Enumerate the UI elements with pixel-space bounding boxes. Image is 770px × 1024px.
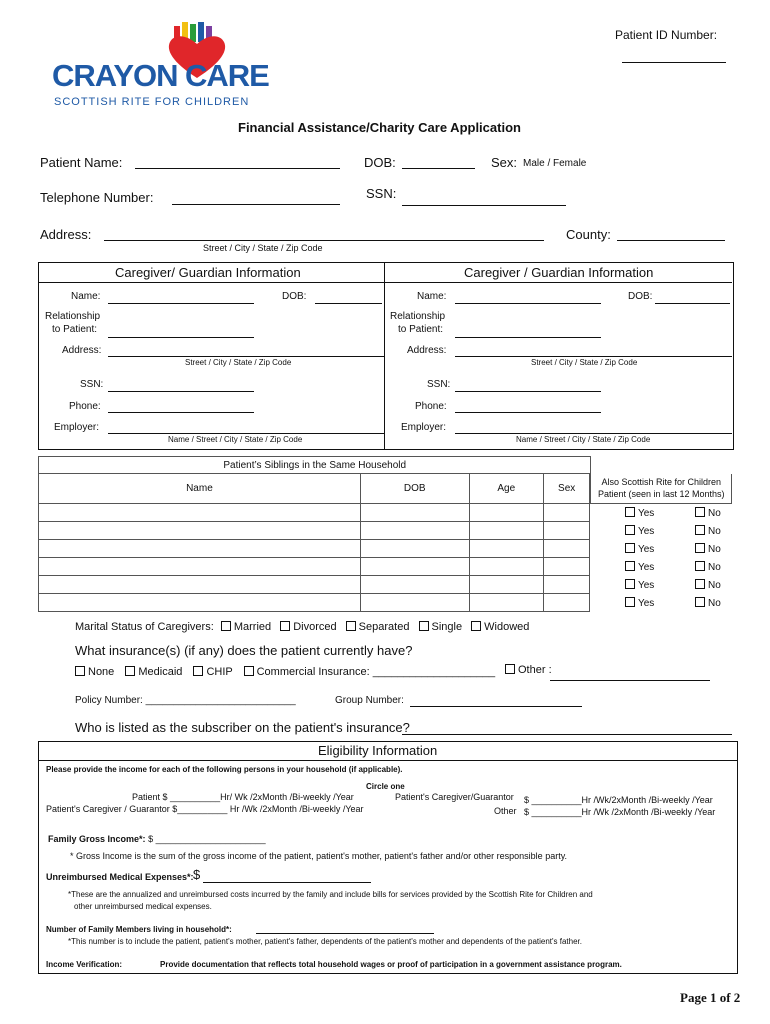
sib-age-cell[interactable]	[469, 576, 543, 594]
county-label: County:	[566, 227, 611, 242]
county-field[interactable]	[617, 240, 725, 241]
cg1-employer-field[interactable]	[108, 433, 384, 434]
ins-commercial: Commercial Insurance: ____________________	[256, 666, 496, 678]
eligibility-heading-rule	[38, 760, 737, 761]
cg2-phone-field[interactable]	[455, 412, 601, 413]
checkbox-icon[interactable]	[346, 621, 356, 631]
cg1-employer-label: Employer:	[54, 422, 100, 433]
patient-sex-options[interactable]: Male / Female	[523, 158, 587, 169]
cg1-dob-field[interactable]	[315, 303, 382, 304]
checkbox-icon[interactable]	[625, 597, 635, 607]
sib-name-cell[interactable]	[39, 558, 361, 576]
no-option[interactable]	[695, 580, 721, 591]
patient-dob-field[interactable]	[402, 168, 475, 169]
income-other-value[interactable]: $ __________Hr /Wk /2xMonth /Bi-weekly /Year	[524, 807, 716, 817]
logo-word-right: CARE	[185, 58, 269, 93]
no-label: No	[707, 543, 721, 555]
logo-word-left: CRAYON	[52, 58, 178, 93]
cg1-address-label: Address:	[62, 345, 102, 356]
cg2-dob-field[interactable]	[655, 303, 730, 304]
col-age: Age	[469, 474, 543, 504]
sib-sex-cell[interactable]	[543, 504, 590, 522]
patient-id-label: Patient ID Number:	[615, 28, 718, 42]
cg1-ssn-field[interactable]	[108, 391, 254, 392]
checkbox-icon[interactable]	[625, 579, 635, 589]
income-caregiver2-value[interactable]: $ __________Hr /Wk/2xMonth /Bi-weekly /Year	[524, 795, 713, 805]
yes-label: Yes	[637, 561, 655, 573]
yes-label: Yes	[637, 543, 655, 555]
patient-dob-label: DOB:	[364, 155, 396, 170]
patient-name-label: Patient Name:	[40, 155, 123, 170]
group-number-label: Group Number:	[335, 695, 404, 706]
unreimbursed-field[interactable]	[203, 882, 371, 883]
patient-sex-label: Sex:	[491, 155, 518, 170]
group-number-field[interactable]	[410, 706, 582, 707]
marital-status-row	[75, 621, 529, 633]
income-caregiver-row[interactable]: Patient's Caregiver / Guarantor $__________ Hr /Wk /2xMonth /Bi-weekly /Year	[46, 804, 364, 814]
insurance-question: What insurance(s) (if any) does the patient currently have?	[75, 643, 413, 658]
checkbox-icon[interactable]	[695, 597, 705, 607]
col-dob: DOB	[360, 474, 469, 504]
no-label: No	[707, 579, 721, 591]
sib-sex-cell[interactable]	[543, 594, 590, 612]
cg2-relationship-field[interactable]	[455, 337, 601, 338]
cg2-ssn-field[interactable]	[455, 391, 601, 392]
patient-name-field[interactable]	[135, 168, 340, 169]
unreimbursed-note-2: other unreimbursed medical expenses.	[74, 902, 212, 911]
checkbox-icon[interactable]	[695, 579, 705, 589]
sib-dob-cell[interactable]	[360, 594, 469, 612]
checkbox-icon[interactable]	[695, 543, 705, 553]
no-option[interactable]	[695, 598, 721, 609]
income-patient-row[interactable]: Patient $ __________Hr/ Wk /2xMonth /Bi-weekly /Year	[132, 792, 354, 802]
gross-income-row	[48, 834, 266, 844]
cg2-dob-label: DOB:	[628, 291, 653, 302]
ins-other-option	[505, 664, 552, 676]
checkbox-icon[interactable]	[221, 621, 231, 631]
cg2-relationship-label-2: to Patient:	[398, 324, 444, 335]
address-hint: Street / City / State / Zip Code	[203, 243, 323, 253]
sib-sex-cell[interactable]	[543, 540, 590, 558]
no-label: No	[707, 525, 721, 537]
checkbox-icon[interactable]	[625, 561, 635, 571]
no-option[interactable]	[695, 508, 721, 519]
table-row	[39, 504, 732, 522]
yes-label: Yes	[637, 525, 655, 537]
cg2-relationship-label-1: Relationship	[390, 311, 446, 322]
checkbox-icon[interactable]	[695, 525, 705, 535]
yes-option[interactable]	[591, 525, 695, 537]
yes-label: Yes	[637, 579, 655, 591]
cg1-phone-label: Phone:	[69, 401, 101, 412]
cg1-address-field[interactable]	[108, 356, 384, 357]
sib-sex-cell[interactable]	[543, 576, 590, 594]
gross-income-label: Family Gross Income*:	[48, 834, 146, 844]
policy-number-label: Policy Number: ___________________________	[75, 695, 296, 706]
eligibility-heading: Eligibility Information	[318, 743, 438, 758]
yes-option[interactable]	[591, 579, 695, 591]
patient-ssn-label: SSN:	[366, 186, 397, 201]
yes-option[interactable]	[591, 543, 695, 555]
income-caregiver2-label: Patient's Caregiver/Guarantor	[395, 792, 514, 802]
page-number: Page 1 of 2	[680, 990, 741, 1005]
sib-name-cell[interactable]	[39, 504, 361, 522]
unreimbursed-note-1: *These are the annualized and unreimbursed costs incurred by the family and include bills for services provided by the Scottish Rite for Children and	[68, 890, 593, 899]
col-also-line2: Patient (seen in last 12 Months)	[597, 489, 725, 500]
logo-subtitle: SCOTTISH RITE FOR CHILDREN	[54, 96, 250, 108]
members-label: Number of Family Members living in household*:	[46, 925, 232, 934]
patient-id-field[interactable]	[622, 62, 726, 63]
eligibility-intro: Please provide the income for each of the following persons in your household (if applicable).	[46, 765, 403, 774]
form-title: Financial Assistance/Charity Care Application	[238, 120, 521, 135]
ins-other: Other :	[518, 664, 552, 676]
ins-none: None	[88, 666, 115, 678]
members-note: *This number is to include the patient, patient's mother, patient's father, dependents of the patient's mother and dependents of the patient's father.	[68, 937, 582, 946]
no-option[interactable]	[695, 526, 721, 537]
yes-option[interactable]	[591, 561, 695, 573]
sib-age-cell[interactable]	[469, 522, 543, 540]
caregiver-right-heading-rule	[384, 282, 732, 283]
cg2-address-label: Address:	[407, 345, 447, 356]
verification-text: Provide documentation that reflects total household wages or proof of participation in a government assistance program.	[160, 960, 622, 969]
sib-name-cell[interactable]	[39, 576, 361, 594]
checkbox-icon[interactable]	[625, 525, 635, 535]
cg2-address-hint: Street / City / State / Zip Code	[531, 358, 638, 367]
checkbox-icon[interactable]	[625, 507, 635, 517]
cg1-address-hint: Street / City / State / Zip Code	[185, 358, 292, 367]
cg1-phone-field[interactable]	[108, 412, 254, 413]
ins-chip: CHIP	[206, 666, 233, 678]
yes-option[interactable]	[591, 597, 695, 609]
checkbox-icon[interactable]	[419, 621, 429, 631]
phone-label: Telephone Number:	[40, 190, 154, 205]
yes-label: Yes	[637, 597, 655, 609]
table-row	[39, 576, 732, 594]
checkbox-icon[interactable]	[125, 666, 135, 676]
cg2-name-field[interactable]	[455, 303, 601, 304]
sib-age-cell[interactable]	[469, 504, 543, 522]
no-label: No	[707, 597, 721, 609]
table-row	[39, 594, 732, 612]
unreimbursed-dollar: $	[193, 867, 201, 882]
sib-dob-cell[interactable]	[360, 558, 469, 576]
cg1-employer-hint: Name / Street / City / State / Zip Code	[168, 435, 303, 444]
sib-name-cell[interactable]	[39, 522, 361, 540]
sib-age-cell[interactable]	[469, 558, 543, 576]
cg2-address-field[interactable]	[455, 356, 732, 357]
circle-one: Circle one	[366, 782, 405, 791]
cg2-phone-label: Phone:	[415, 401, 447, 412]
no-option[interactable]	[695, 562, 721, 573]
cg2-ssn-label: SSN:	[427, 379, 451, 390]
marital-widowed: Widowed	[484, 621, 530, 633]
sib-sex-cell[interactable]	[543, 558, 590, 576]
subscriber-question: Who is listed as the subscriber on the patient's insurance?	[75, 720, 410, 735]
caregiver-left-heading-rule	[38, 282, 384, 283]
gross-income-field[interactable]: $ ______________________	[148, 834, 266, 844]
cg1-relationship-label-1: Relationship	[45, 311, 101, 322]
checkbox-icon[interactable]	[695, 507, 705, 517]
address-field[interactable]	[104, 240, 544, 241]
cg2-employer-field[interactable]	[455, 433, 732, 434]
unreimbursed-label: Unreimbursed Medical Expenses*:	[46, 872, 194, 882]
checkbox-icon[interactable]	[625, 543, 635, 553]
cg2-employer-hint: Name / Street / City / State / Zip Code	[516, 435, 651, 444]
verification-label: Income Verification:	[46, 960, 123, 969]
marital-single: Single	[431, 621, 463, 633]
yes-label: Yes	[637, 507, 655, 519]
sib-name-cell[interactable]	[39, 540, 361, 558]
cg1-ssn-label: SSN:	[80, 379, 104, 390]
sib-age-cell[interactable]	[469, 540, 543, 558]
checkbox-icon[interactable]	[244, 666, 254, 676]
members-field[interactable]	[256, 933, 434, 934]
sib-dob-cell[interactable]	[360, 540, 469, 558]
cg2-employer-label: Employer:	[401, 422, 447, 433]
checkbox-icon[interactable]	[193, 666, 203, 676]
cg1-relationship-field[interactable]	[108, 337, 254, 338]
ins-other-field[interactable]	[550, 680, 710, 681]
table-row	[39, 558, 732, 576]
ins-medicaid: Medicaid	[138, 666, 183, 678]
col-name: Name	[39, 474, 361, 504]
col-also-patient	[591, 474, 732, 504]
no-label: No	[707, 507, 721, 519]
address-label: Address:	[40, 227, 92, 242]
cg2-name-label: Name:	[417, 291, 447, 302]
cg1-dob-label: DOB:	[282, 291, 307, 302]
income-other-label: Other	[494, 806, 517, 816]
no-option[interactable]	[695, 544, 721, 555]
cg1-relationship-label-2: to Patient:	[52, 324, 98, 335]
marital-married: Married	[233, 621, 272, 633]
sib-dob-cell[interactable]	[360, 504, 469, 522]
gross-income-note: * Gross Income is the sum of the gross income of the patient, patient's mother, patient's father and/or other responsible party.	[70, 851, 568, 861]
cg1-name-field[interactable]	[108, 303, 254, 304]
sib-dob-cell[interactable]	[360, 522, 469, 540]
caregiver-left-heading: Caregiver/ Guardian Information	[115, 265, 301, 280]
insurance-options	[75, 666, 495, 678]
checkbox-icon[interactable]	[471, 621, 481, 631]
caregiver-right-heading: Caregiver / Guardian Information	[464, 265, 654, 280]
siblings-title: Patient’s Siblings in the Same Household	[39, 457, 591, 474]
siblings-table	[38, 456, 732, 612]
yes-option[interactable]	[591, 507, 695, 519]
marital-divorced: Divorced	[293, 621, 337, 633]
marital-separated: Separated	[358, 621, 410, 633]
no-label: No	[707, 561, 721, 573]
checkbox-icon[interactable]	[280, 621, 290, 631]
cg1-name-label: Name:	[71, 291, 101, 302]
marital-label: Marital Status of Caregivers:	[75, 621, 214, 633]
checkbox-icon[interactable]	[505, 664, 515, 674]
subscriber-field[interactable]	[402, 734, 732, 735]
patient-ssn-field[interactable]	[402, 205, 566, 206]
sib-name-cell[interactable]	[39, 594, 361, 612]
sib-dob-cell[interactable]	[360, 576, 469, 594]
phone-field[interactable]	[172, 204, 340, 205]
col-sex: Sex	[543, 474, 590, 504]
checkbox-icon[interactable]	[695, 561, 705, 571]
sib-age-cell[interactable]	[469, 594, 543, 612]
table-row	[39, 522, 732, 540]
col-also-line1: Also Scottish Rite for Children	[601, 477, 722, 488]
sib-sex-cell[interactable]	[543, 522, 590, 540]
checkbox-icon[interactable]	[75, 666, 85, 676]
caregiver-divider	[384, 262, 385, 449]
logo	[50, 18, 269, 113]
table-row	[39, 540, 732, 558]
